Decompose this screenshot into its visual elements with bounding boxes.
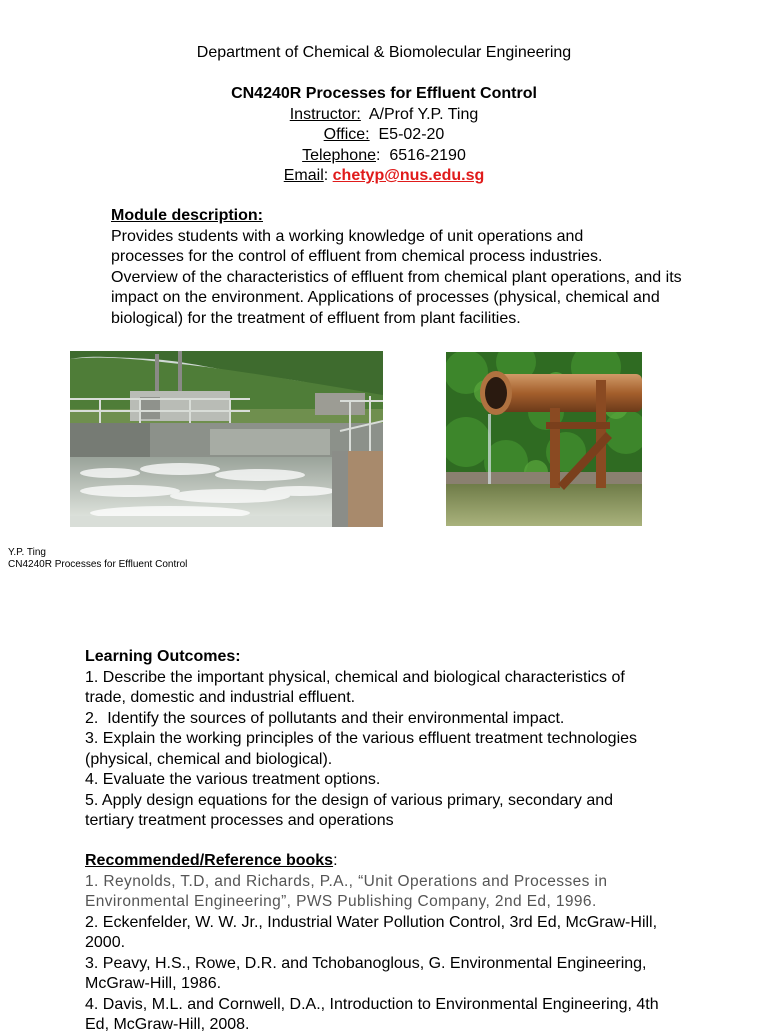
- outcome-line: 1. Describe the important physical, chemical and biological characteristics of: [85, 668, 625, 686]
- reference-line: Ed, McGraw-Hill, 2008.: [85, 1016, 250, 1033]
- references-heading-row: [85, 851, 725, 872]
- description-line: processes for the control of effluent from chemical process industries.: [111, 248, 603, 265]
- office-label: Office:: [323, 126, 370, 143]
- description-line: Provides students with a working knowledge of unit operations and: [111, 227, 584, 245]
- instructor-label: Instructor:: [289, 105, 361, 123]
- slide-footer: [8, 547, 187, 571]
- reference-line: Environmental Engineering”, PWS Publishing Company, 2nd Ed, 1996.: [85, 893, 597, 910]
- references-heading-colon: :: [333, 852, 338, 869]
- footer-author: Y.P. Ting: [8, 547, 46, 558]
- reference-line: 4. Davis, M.L. and Cornwell, D.A., Introduction to Environmental Engineering, 4th: [85, 995, 659, 1013]
- header-block: [0, 43, 768, 64]
- instructor-line: [0, 105, 768, 126]
- office-line: [0, 125, 768, 146]
- description-line: Overview of the characteristics of effluent from chemical plant operations, and its: [111, 268, 682, 286]
- outcome-line: 4. Evaluate the various treatment options.: [85, 771, 381, 788]
- discharge-pipe-photo: [446, 352, 642, 526]
- office-value: E5-02-20: [369, 126, 445, 143]
- module-description-heading: Module description:: [111, 207, 263, 224]
- department-name: Department of Chemical & Biomolecular Engineering: [196, 44, 572, 61]
- reference-line: 1. Reynolds, T.D, and Richards, P.A., “Unit Operations and Processes in: [85, 872, 608, 890]
- telephone-value: : 6516-2190: [375, 146, 466, 164]
- description-line: impact on the environment. Applications of processes (physical, chemical and: [111, 289, 660, 306]
- reference-line: 2000.: [85, 934, 126, 951]
- reference-line: 2. Eckenfelder, W. W. Jr., Industrial Water Pollution Control, 3rd Ed, McGraw-Hill,: [85, 913, 658, 931]
- email-colon: :: [323, 167, 333, 184]
- telephone-label: Telephone: [302, 146, 376, 164]
- outcome-line: trade, domestic and industrial effluent.: [85, 689, 356, 706]
- email-label: Email: [283, 167, 324, 184]
- outcome-line: 2. Identify the sources of pollutants and their environmental impact.: [85, 709, 565, 727]
- module-description: [111, 206, 741, 329]
- references-heading: Recommended/Reference books: [85, 852, 334, 869]
- email-link[interactable]: chetyp@nus.edu.sg: [332, 167, 485, 184]
- reference-line: 3. Peavy, H.S., Rowe, D.R. and Tchobanoglous, G. Environmental Engineering,: [85, 954, 647, 972]
- course-title: CN4240R Processes for Effluent Control: [231, 85, 537, 102]
- description-line: biological) for the treatment of effluent from plant facilities.: [111, 309, 521, 327]
- learning-outcomes-heading: Learning Outcomes:: [85, 648, 241, 665]
- learning-outcomes: [85, 647, 725, 832]
- telephone-line: [0, 146, 768, 167]
- reference-books: [85, 851, 725, 1036]
- course-info: [0, 84, 768, 187]
- instructor-value: A/Prof Y.P. Ting: [360, 105, 479, 123]
- reference-line: McGraw-Hill, 1986.: [85, 975, 222, 992]
- footer-course: CN4240R Processes for Effluent Control: [8, 559, 188, 570]
- outcome-line: 5. Apply design equations for the design of various primary, secondary and: [85, 791, 614, 809]
- outcome-line: 3. Explain the working principles of the various effluent treatment technologies: [85, 730, 638, 747]
- treatment-plant-photo: [70, 351, 383, 527]
- outcome-line: tertiary treatment processes and operations: [85, 812, 394, 829]
- email-line: [0, 166, 768, 187]
- outcome-line: (physical, chemical and biological).: [85, 750, 333, 768]
